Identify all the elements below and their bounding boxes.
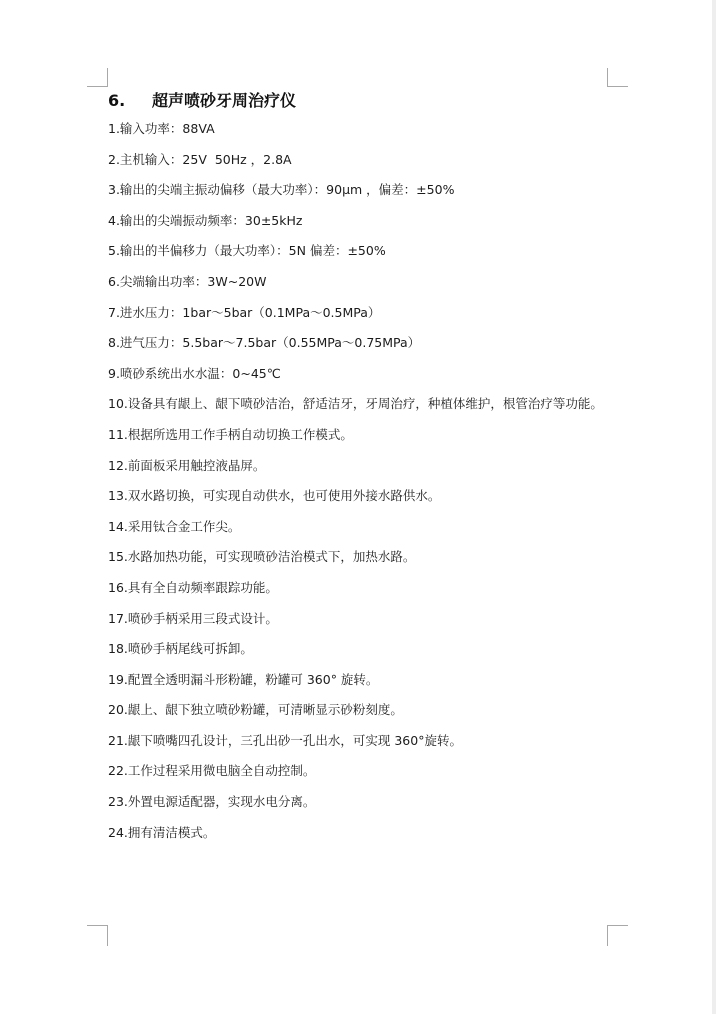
crop-mark-top-right (607, 68, 628, 87)
crop-mark-bottom-left (87, 925, 108, 946)
spec-item: 17.喷砂手柄采用三段式设计。 (108, 610, 278, 626)
spec-item: 11.根据所选用工作手柄自动切换工作模式。 (108, 426, 353, 442)
spec-item: 15.水路加热功能，可实现喷砂洁治模式下，加热水路。 (108, 549, 416, 565)
crop-mark-top-left (87, 68, 108, 87)
spec-item: 6.尖端输出功率：3W~20W (108, 273, 267, 289)
page-edge (712, 0, 716, 1014)
spec-item: 23.外置电源适配器，实现水电分离。 (108, 794, 316, 810)
spec-item: 20.龈上、龈下独立喷砂粉罐，可清晰显示砂粉刻度。 (108, 702, 403, 718)
spec-item: 3.输出的尖端主振动偏移（最大功率）：90μm ，偏差：±50% (108, 182, 455, 198)
spec-item: 24.拥有清洁模式。 (108, 824, 216, 840)
section-number: 6. (108, 91, 126, 110)
crop-mark-bottom-right (607, 925, 628, 946)
spec-item: 7.进水压力：1bar～5bar（0.1MPa～0.5MPa） (108, 304, 381, 320)
spec-item: 4.输出的尖端振动频率：30±5kHz (108, 212, 303, 228)
spec-item: 1.输入功率：88VA (108, 121, 215, 136)
spec-item: 18.喷砂手柄尾线可拆卸。 (108, 641, 253, 657)
spec-item: 12.前面板采用触控液晶屏。 (108, 457, 266, 473)
spec-item: 9.喷砂系统出水水温：0~45℃ (108, 365, 281, 381)
section-title: 超声喷砂牙周治疗仪 (152, 91, 297, 110)
spec-item: 5.输出的半偏移力（最大功率）：5N 偏差：±50% (108, 243, 386, 259)
spec-item: 13.双水路切换，可实现自动供水，也可使用外接水路供水。 (108, 488, 441, 504)
document-body (108, 88, 613, 854)
spec-item: 10.设备具有龈上、龈下喷砂洁治，舒适洁牙，牙周治疗，种植体维护，根管治疗等功能。 (108, 396, 603, 412)
section-heading (108, 88, 613, 114)
spec-item: 8.进气压力：5.5bar～7.5bar（0.55MPa～0.75MPa） (108, 335, 421, 351)
spec-item: 22.工作过程采用微电脑全自动控制。 (108, 763, 316, 779)
spec-item: 14.采用钛合金工作尖。 (108, 518, 241, 534)
spec-item: 21.龈下喷嘴四孔设计，三孔出砂一孔出水，可实现 360°旋转。 (108, 732, 462, 748)
spec-item: 2.主机输入：25V 50Hz ，2.8A (108, 151, 292, 167)
spec-item: 19.配置全透明漏斗形粉罐，粉罐可 360° 旋转。 (108, 671, 379, 687)
spec-item: 16.具有全自动频率跟踪功能。 (108, 579, 278, 595)
